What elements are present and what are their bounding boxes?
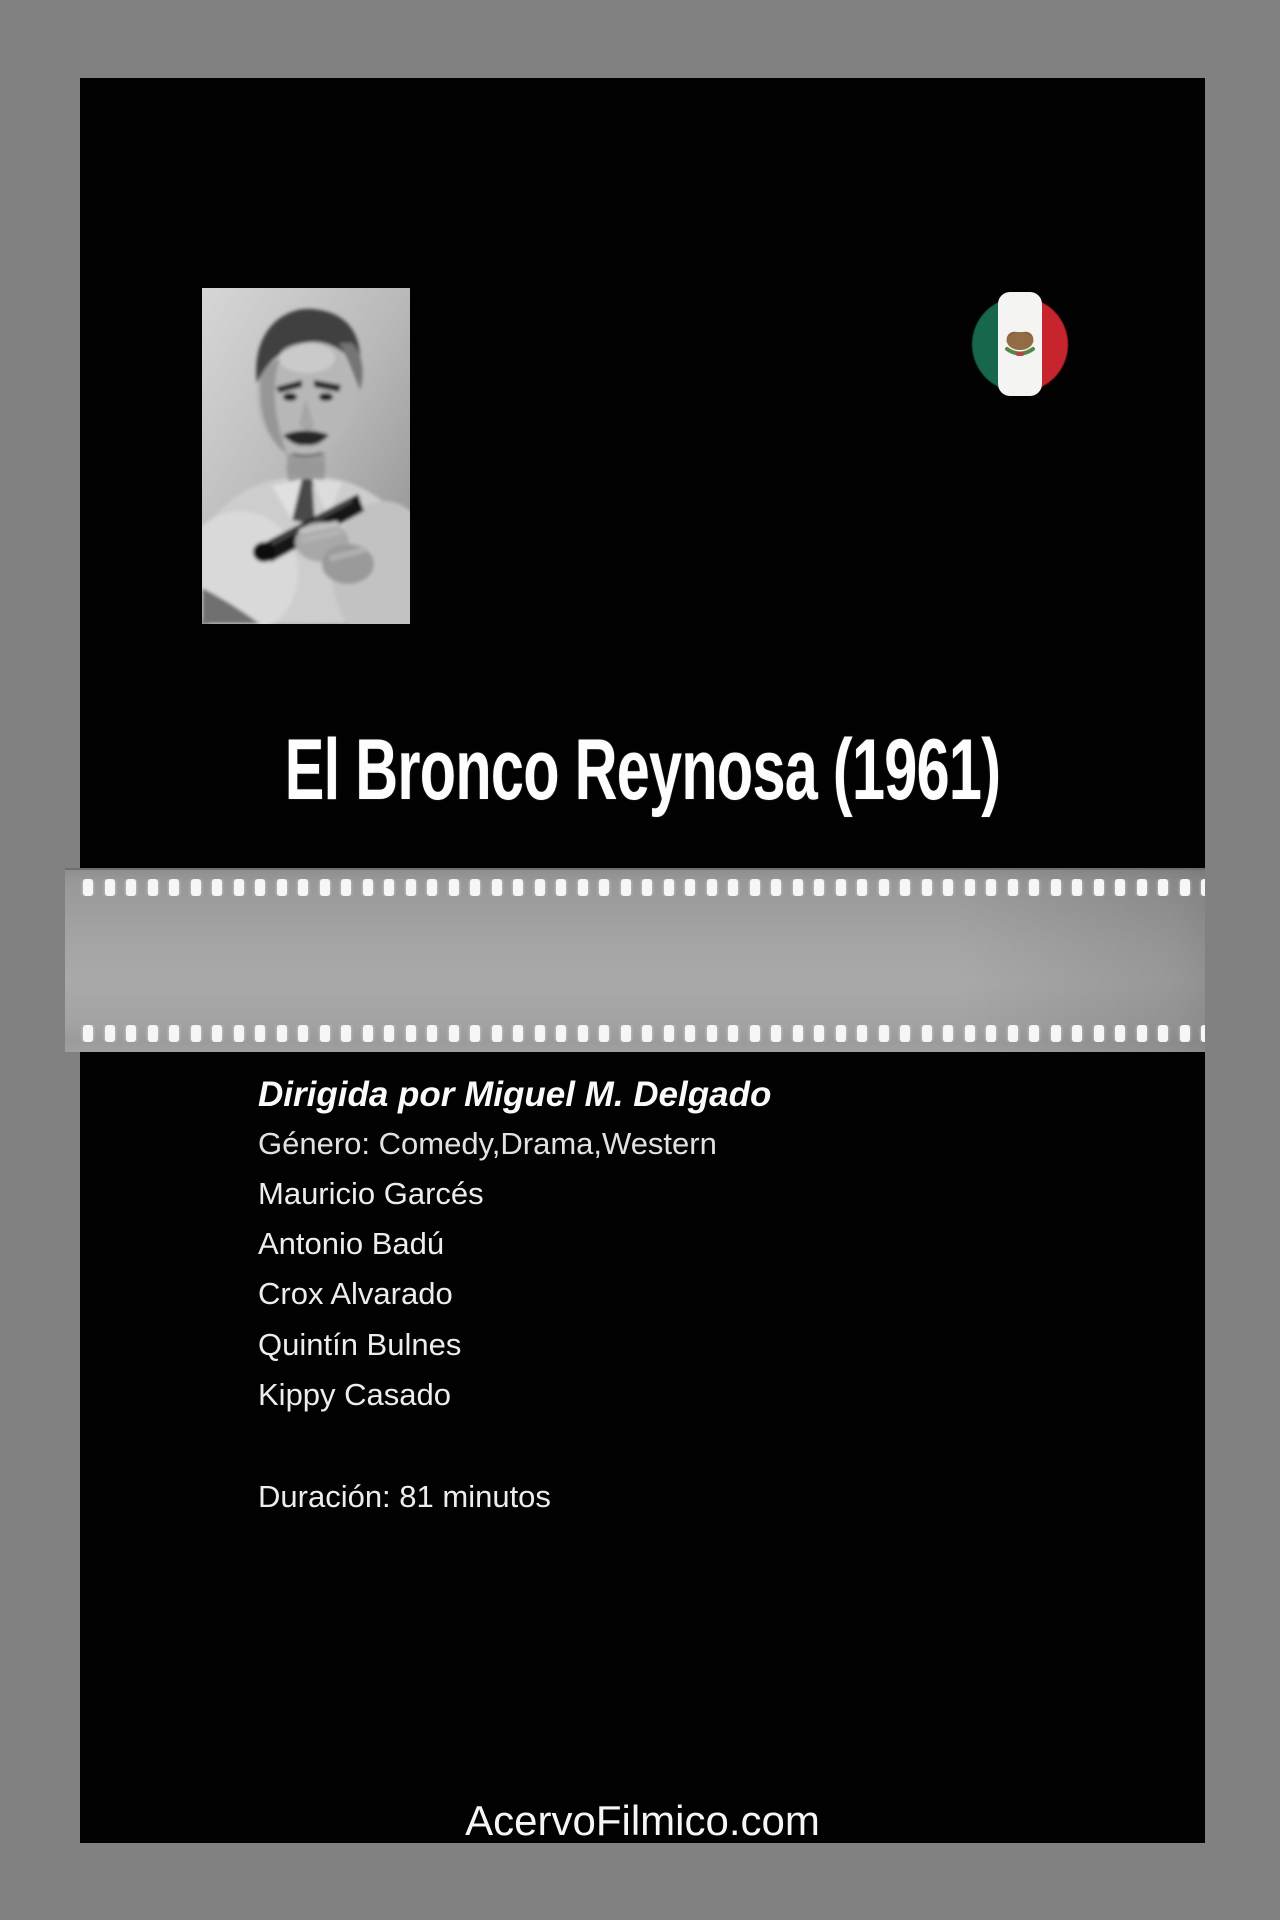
sprocket-hole <box>384 1025 394 1042</box>
sprocket-hole <box>298 1025 308 1042</box>
cast-name: Quintín Bulnes <box>258 1327 462 1362</box>
sprocket-hole <box>1137 1025 1147 1042</box>
sprocket-hole <box>900 879 910 896</box>
sprocket-hole <box>1201 879 1205 896</box>
sprocket-hole <box>105 879 115 896</box>
sprocket-hole <box>771 879 781 896</box>
sprocket-hole <box>728 879 738 896</box>
sprocket-hole <box>685 879 695 896</box>
sprocket-hole <box>836 1025 846 1042</box>
sprocket-hole <box>255 1025 265 1042</box>
sprocket-hole <box>814 1025 824 1042</box>
sprocket-hole <box>320 1025 330 1042</box>
sprocket-hole <box>277 879 287 896</box>
sprocket-hole <box>234 879 244 896</box>
sprocket-hole <box>814 879 824 896</box>
sprocket-hole <box>212 879 222 896</box>
sprocket-hole <box>943 879 953 896</box>
sprocket-hole <box>986 1025 996 1042</box>
site-name: AcervoFilmico.com <box>465 1798 820 1843</box>
cast-name: Mauricio Garcés <box>258 1176 484 1211</box>
sprocket-hole <box>341 1025 351 1042</box>
sprocket-hole <box>449 879 459 896</box>
mexico-flag-icon <box>970 292 1070 396</box>
cast-name: Crox Alvarado <box>258 1276 453 1311</box>
sprocket-hole <box>728 1025 738 1042</box>
sprocket-hole <box>1008 1025 1018 1042</box>
sprocket-hole <box>578 1025 588 1042</box>
sprocket-hole <box>1115 879 1125 896</box>
sprocket-hole <box>1072 1025 1082 1042</box>
sprocket-hole <box>1051 879 1061 896</box>
sprocket-hole <box>771 1025 781 1042</box>
cast-name: Antonio Badú <box>258 1226 445 1261</box>
sprocket-hole <box>320 879 330 896</box>
sprocket-hole <box>922 879 932 896</box>
sprocket-hole <box>148 879 158 896</box>
sprocket-hole <box>793 1025 803 1042</box>
sprocket-hole <box>707 1025 717 1042</box>
sprocket-hole <box>836 879 846 896</box>
sprocket-hole <box>105 1025 115 1042</box>
sprocket-hole <box>234 1025 244 1042</box>
sprocket-hole <box>986 879 996 896</box>
sprocket-hole <box>1008 879 1018 896</box>
sprocket-hole <box>965 1025 975 1042</box>
sprocket-hole <box>857 1025 867 1042</box>
sprocket-hole <box>427 1025 437 1042</box>
sprocket-hole <box>126 1025 136 1042</box>
sprocket-hole <box>406 879 416 896</box>
sprocket-hole <box>449 1025 459 1042</box>
sprocket-hole <box>148 1025 158 1042</box>
sprocket-hole <box>1115 1025 1125 1042</box>
sprocket-hole <box>169 1025 179 1042</box>
filmstrip-divider <box>65 868 1205 1052</box>
sprocket-hole <box>169 879 179 896</box>
sprocket-hole <box>1158 879 1168 896</box>
sprocket-hole <box>535 879 545 896</box>
sprocket-hole <box>793 879 803 896</box>
sprocket-hole <box>191 879 201 896</box>
sprocket-hole <box>1094 1025 1104 1042</box>
title-row <box>80 722 1205 818</box>
sprocket-hole <box>556 879 566 896</box>
sprocket-hole <box>664 879 674 896</box>
sprocket-hole <box>384 879 394 896</box>
sprocket-hole <box>1137 879 1147 896</box>
sprocket-hole <box>406 1025 416 1042</box>
cast-name: Kippy Casado <box>258 1377 452 1412</box>
sprocket-hole <box>492 1025 502 1042</box>
sprocket-hole <box>556 1025 566 1042</box>
duration-line: Duración: 81 minutos <box>258 1479 551 1514</box>
filmstrip-holes-top <box>65 879 1205 896</box>
sprocket-hole <box>750 879 760 896</box>
sprocket-hole <box>642 879 652 896</box>
sprocket-hole <box>1029 879 1039 896</box>
sprocket-hole <box>1201 1025 1205 1042</box>
sprocket-hole <box>943 1025 953 1042</box>
sprocket-hole <box>900 1025 910 1042</box>
sprocket-hole <box>363 1025 373 1042</box>
portrait-photo-graphic <box>202 288 410 624</box>
sprocket-hole <box>212 1025 222 1042</box>
sprocket-hole <box>621 879 631 896</box>
sprocket-hole <box>621 1025 631 1042</box>
sprocket-hole <box>255 879 265 896</box>
sprocket-hole <box>707 879 717 896</box>
sprocket-hole <box>83 1025 93 1042</box>
sprocket-hole <box>578 879 588 896</box>
sprocket-hole <box>857 879 867 896</box>
sprocket-hole <box>492 879 502 896</box>
movie-title: El Bronco Reynosa (1961) <box>284 722 1001 818</box>
sprocket-hole <box>664 1025 674 1042</box>
sprocket-hole <box>535 1025 545 1042</box>
sprocket-hole <box>685 1025 695 1042</box>
sprocket-hole <box>470 879 480 896</box>
sprocket-hole <box>1158 1025 1168 1042</box>
sprocket-hole <box>1072 879 1082 896</box>
sprocket-hole <box>599 879 609 896</box>
sprocket-hole <box>1029 1025 1039 1042</box>
sprocket-hole <box>277 1025 287 1042</box>
sprocket-hole <box>879 1025 889 1042</box>
sprocket-hole <box>1094 879 1104 896</box>
sprocket-hole <box>191 1025 201 1042</box>
sprocket-hole <box>363 879 373 896</box>
sprocket-hole <box>1051 1025 1061 1042</box>
sprocket-hole <box>341 879 351 896</box>
sprocket-hole <box>879 879 889 896</box>
sprocket-hole <box>965 879 975 896</box>
sprocket-hole <box>427 879 437 896</box>
director-line: Dirigida por Miguel M. Delgado <box>258 1075 772 1114</box>
genre-line: Género: Comedy,Drama,Western <box>258 1126 717 1161</box>
filmstrip-holes-bottom <box>65 1025 1205 1042</box>
sprocket-hole <box>750 1025 760 1042</box>
sprocket-hole <box>470 1025 480 1042</box>
sprocket-hole <box>83 879 93 896</box>
sprocket-hole <box>298 879 308 896</box>
sprocket-hole <box>1180 1025 1190 1042</box>
sprocket-hole <box>513 1025 523 1042</box>
eagle-emblem-icon <box>999 323 1041 365</box>
sprocket-hole <box>922 1025 932 1042</box>
sprocket-hole <box>642 1025 652 1042</box>
sprocket-hole <box>513 879 523 896</box>
sprocket-hole <box>126 879 136 896</box>
sprocket-hole <box>1180 879 1190 896</box>
sprocket-hole <box>599 1025 609 1042</box>
director-portrait-photo <box>202 288 410 624</box>
